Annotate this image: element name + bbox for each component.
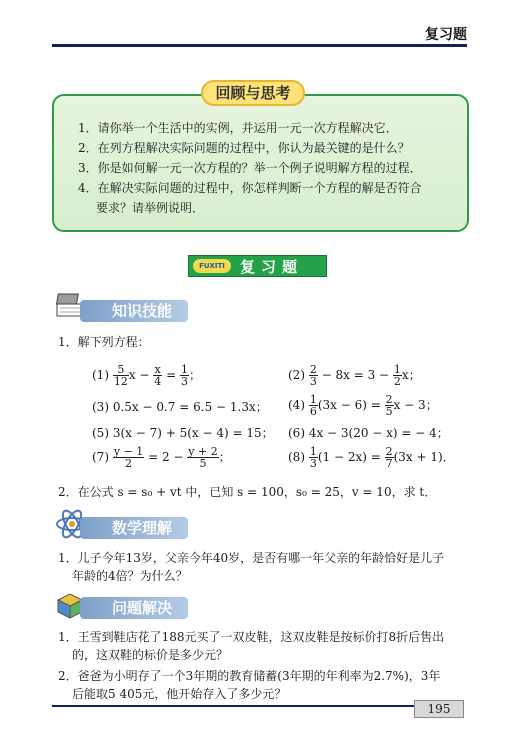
- equation-4: (4) $\frac{1}{6}$ (3x − 6) = $\frac{2}{5}$ x − 3；: [288, 393, 438, 418]
- section-understanding: 数学理解: [80, 517, 188, 539]
- eq-label: (4): [288, 398, 305, 412]
- fuxiti-badge: FUXITI: [193, 259, 231, 273]
- eq-label: (7): [92, 450, 109, 464]
- equation-3: (3) 0.5x − 0.7 = 6.5 − 1.3x；: [92, 400, 268, 414]
- section-skills: 知识技能: [80, 300, 188, 322]
- q2: 2．在公式 s = s₀ + vt 中，已知 s = 100，s₀ = 25，v = 10，求 t．: [58, 485, 437, 499]
- page-number: 195: [414, 700, 464, 718]
- q1-intro: 1．解下列方程：: [58, 335, 150, 349]
- equation-1: (1) $\frac{5}{12}$ x − $\frac{x}{4}$ = $\frac{1}{3}$ ；: [92, 363, 201, 388]
- problem-line: 1．王雪到鞋店花了188元买了一双皮鞋，这双皮鞋是按标价打8折后售出: [58, 630, 445, 644]
- equation-2: (2) $\frac{2}{3}$ − 8x = 3 − $\frac{1}{2}$ x；: [288, 363, 421, 388]
- review-item: 4．在解决实际问题的过程中，你怎样判断一个方程的解是否符合: [78, 181, 422, 195]
- equation-6: (6) 4x − 3(20 − x) = − 4；: [288, 426, 449, 440]
- review-item: 1．请你举一个生活中的实例，并运用一元一次方程解决它．: [78, 121, 398, 135]
- problem-line: 2．爸爸为小明存了一个3年期的教育储蓄(3年期的年利率为2.7%)，3年: [58, 669, 441, 683]
- eq-label: (1): [92, 368, 109, 382]
- review-item: 3．你是如何解一元一次方程的？举一个例子说明解方程的过程．: [78, 161, 422, 175]
- footer-rule: [52, 705, 414, 707]
- problem-line: 后能取5 405元，他开始存入了多少元？: [72, 687, 287, 701]
- review-item: 2．在列方程解决实际问题的过程中，你认为最关键的是什么？: [78, 141, 410, 155]
- equation-8: (8) $\frac{1}{3}$ (1 − 2x) = $\frac{2}{7}$ (3x + 1)．: [288, 445, 455, 470]
- problem-line: 的，这双鞋的标价是多少元？: [72, 648, 229, 662]
- section-problem-solving: 问题解决: [80, 597, 188, 619]
- equation-7: (7) $\frac{y - 1}{2}$ = 2 − $\frac{y + 2}{5}$ ；: [92, 445, 231, 470]
- eq-label: (8): [288, 450, 305, 464]
- understanding-line: 年龄的4倍？为什么？: [72, 569, 188, 583]
- equation-5: (5) 3(x − 7) + 5(x − 4) = 15；: [92, 426, 274, 440]
- header-rule: [52, 44, 467, 47]
- review-item: 要求？请举例说明．: [96, 201, 205, 215]
- review-banner: 回顾与思考: [201, 80, 305, 106]
- review-list: [78, 118, 458, 218]
- exercise-label: 复习题: [240, 258, 304, 276]
- understanding-line: 1．儿子今年13岁，父亲今年40岁，是否有哪一年父亲的年龄恰好是儿子: [58, 551, 445, 565]
- eq-label: (2): [288, 368, 305, 382]
- header-title: 复习题: [425, 27, 467, 43]
